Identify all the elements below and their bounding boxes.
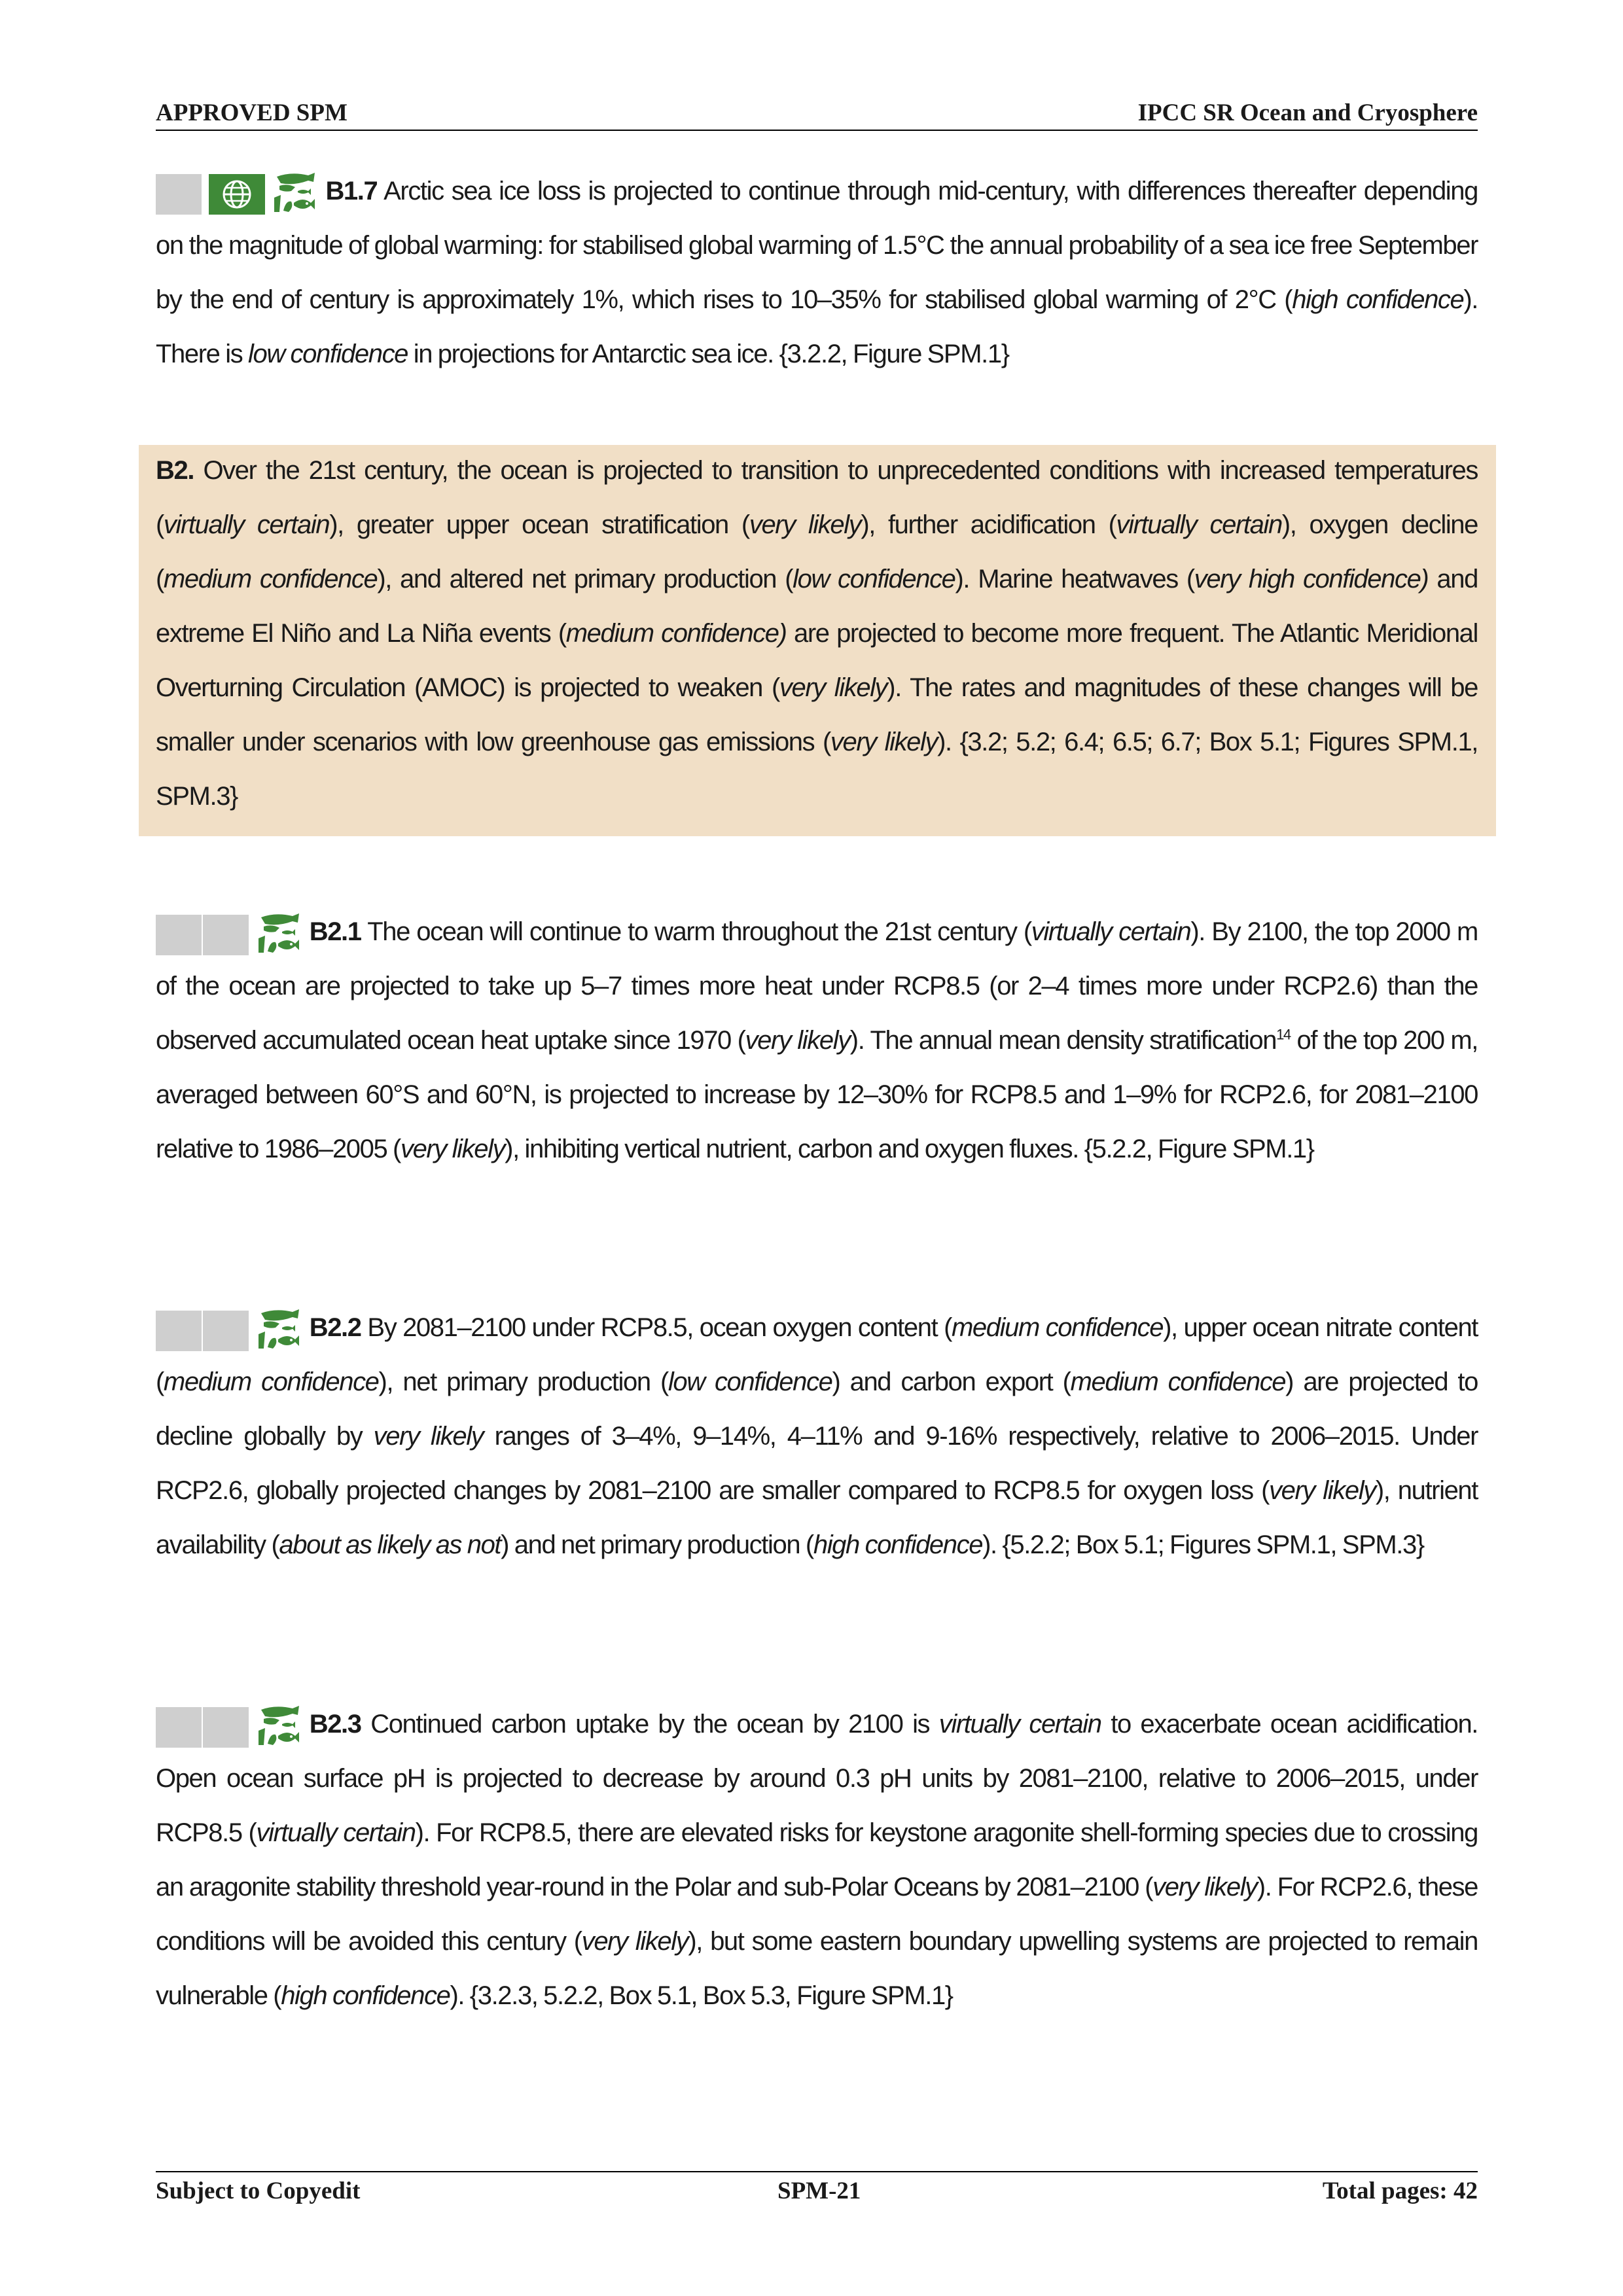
page-number: SPM-21 (777, 2177, 861, 2204)
grey-tile (156, 174, 202, 215)
icon-strip (156, 906, 303, 952)
ocean-fish-icon (256, 1704, 303, 1750)
grey-tile (203, 1311, 249, 1351)
header-right: IPCC SR Ocean and Cryosphere (1137, 99, 1478, 126)
grey-tile (156, 915, 202, 955)
icon-strip (156, 1699, 303, 1744)
ocean-fish-icon (272, 171, 319, 217)
paragraph-b2-3: B2.3 Continued carbon uptake by the ocean by 2100 is virtually certain to exacerbate ocean acidification. Open ocean surface pH is projected to decrease by around 0.3 pH units by 2081–2100, relative to 2006–2015, under RCP8.5 (virtually certain). For RCP8.5, there are elevated risks for keystone aragonite shell-forming species due to crossing an aragonite stability threshold year-round in the Polar and sub-Polar Oceans by 2081–2100 (very likely). For RCP2.6, these conditions will be avoided this century (very likely), but some eastern boundary upwelling systems are projected to remain vulnerable (high confidence). {3.2.3, 5.2.2, Box 5.1, Box 5.3, Figure SPM.1} (156, 1697, 1478, 2023)
icon-strip (156, 1302, 303, 1348)
paragraph-b2-2: B2.2 By 2081–2100 under RCP8.5, ocean oxygen content (medium confidence), upper ocean nitrate content (medium confidence), net primary production (low confidence) and carbon export (medium confidence) are projected to decline globally by very likely ranges of 3–4%, 9–14%, 4–11% and 9-16% respectively, relative to 2006–2015. Under RCP2.6, globally projected changes by 2081–2100 are smaller compared to RCP8.5 for oxygen loss (very likely), nutrient availability (about as likely as not) and net primary production (high confidence). {5.2.2; Box 5.1; Figures SPM.1, SPM.3} (156, 1301, 1478, 1572)
ocean-fish-icon (256, 912, 303, 958)
paragraph-b1-7: B1.7 Arctic sea ice loss is projected to continue through mid-century, with differences thereafter depending on the magnitude of global warming: for stabilised global warming of 1.5°C the annual probability of a sea ice free September by the end of century is approximately 1%, which rises to 10–35% for stabilised global warming of 2°C (high confidence). There is low confidence in projections for Antarctic sea ice. {3.2.2, Figure SPM.1} (156, 164, 1478, 381)
paragraph-b2-1: B2.1 The ocean will continue to warm throughout the 21st century (virtually certain). By 2100, the top 2000 m of the ocean are projected to take up 5–7 times more heat under RCP8.5 (or 2–4 times more under RCP2.6) than the observed accumulated ocean heat uptake since 1970 (very likely). The annual mean density stratification$^{14}$ of the top 200 m, averaged between 60°S and 60°N, is projected to increase by 12–30% for RCP8.5 and 1–9% for RCP2.6, for 2081–2100 relative to 1986–2005 (very likely), inhibiting vertical nutrient, carbon and oxygen fluxes. {5.2.2, Figure SPM.1} (156, 905, 1478, 1176)
page-header (156, 96, 1478, 131)
grey-tile (203, 1707, 249, 1748)
paragraph-id: B2.2 (309, 1313, 361, 1342)
grey-tile (203, 915, 249, 955)
paragraph-b2: B2. Over the 21st century, the ocean is projected to transition to unprecedented conditions with increased temperatures (virtually certain), greater upper ocean stratification (very likely), further acidification (virtually certain), oxygen decline (medium confidence), and altered net primary production (low confidence). Marine heatwaves (very high confidence) and extreme El Niño and La Niña events (medium confidence) are projected to become more frequent. The Atlantic Meridional Overturning Circulation (AMOC) is projected to weaken (very likely). The rates and magnitudes of these changes will be smaller under scenarios with low greenhouse gas emissions (very likely). {3.2; 5.2; 6.4; 6.5; 6.7; Box 5.1; Figures SPM.1, SPM.3} (156, 456, 1478, 811)
grey-tile (156, 1707, 202, 1748)
globe-icon (209, 174, 265, 215)
header-left: APPROVED SPM (156, 99, 348, 126)
footnote-ref: 14 (1276, 1026, 1291, 1043)
paragraph-id: B2. (156, 456, 194, 485)
page-footer (156, 2171, 1478, 2209)
icon-strip (156, 166, 319, 211)
grey-tile (156, 1311, 202, 1351)
footer-right: Total pages: 42 (1322, 2177, 1478, 2204)
ocean-fish-icon (256, 1308, 303, 1354)
paragraph-id: B2.1 (309, 917, 361, 946)
paragraph-id: B2.3 (309, 1710, 361, 1739)
footer-left: Subject to Copyedit (156, 2177, 361, 2204)
paragraph-id: B1.7 (325, 177, 378, 205)
